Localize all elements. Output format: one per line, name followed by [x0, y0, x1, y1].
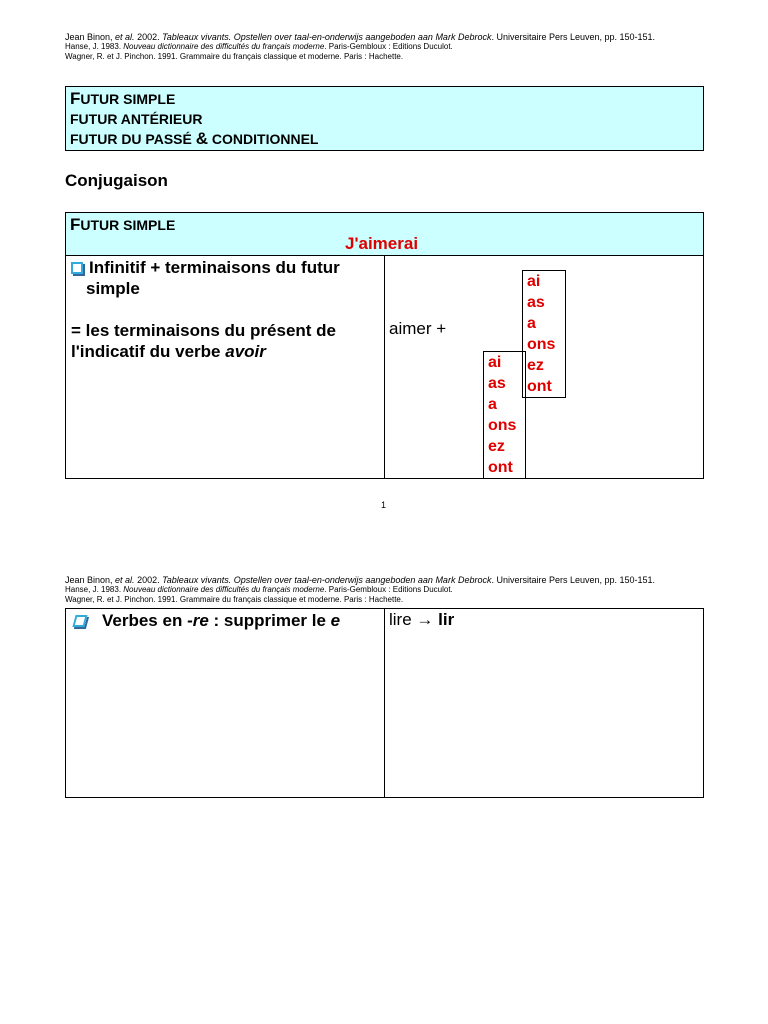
rule-mid: : supprimer le: [208, 611, 331, 630]
rule-suffix: -re: [187, 611, 209, 630]
example-b: lir: [433, 610, 455, 629]
page-number: 1: [381, 500, 387, 510]
ending-item: ai: [527, 273, 541, 290]
ref-rest: . Universitaire Pers Leuven, pp. 150-151.: [491, 32, 656, 42]
ending-item: as: [488, 375, 506, 392]
ref-title: Nouveau dictionnaire des difficultés du français moderne: [123, 585, 325, 594]
ref-year: 2002.: [134, 575, 163, 585]
section-heading: Conjugaison: [65, 171, 168, 190]
rule-2b: [71, 341, 266, 362]
example-a: lire: [389, 610, 417, 629]
rule-letter: e: [330, 611, 341, 630]
reference-2: [65, 585, 655, 595]
title-line-2: FUTUR ANTÉRIEUR: [70, 111, 203, 127]
header-cap: F: [70, 215, 81, 234]
title-cap: F: [70, 89, 81, 108]
ending-item: ont: [488, 459, 513, 476]
title-line-3a: FUTUR DU PASSÉ: [70, 131, 196, 147]
endings-column-a: [522, 270, 566, 398]
reference-3: [65, 595, 655, 605]
header-rest: UTUR SIMPLE: [80, 217, 176, 233]
table1-rule-cell: [65, 255, 385, 479]
rule-2: = les terminaisons du présent de: [71, 321, 337, 340]
ref-title: Nouveau dictionnaire des difficultés du français moderne: [123, 42, 325, 51]
ref-author: Jean Binon,: [65, 575, 116, 585]
ref-rest: . Paris-Gembloux : Editions Duculot.: [324, 42, 453, 51]
rule-1: [71, 257, 340, 278]
arrow-icon: →: [416, 610, 434, 629]
rule-re: [74, 610, 340, 631]
reference-2: [65, 42, 655, 52]
ending-item: as: [527, 294, 545, 311]
table1-header: [65, 212, 704, 256]
ref-rest: . Paris-Gembloux : Editions Duculot.: [324, 585, 453, 594]
ref-author: Hanse, J. 1983.: [65, 42, 124, 51]
ref-title: Tableaux vivants. Opstellen over taal-en-onderwijs aangeboden aan Mark Debrock: [162, 32, 492, 42]
rule-pre: Verbes en: [102, 611, 188, 630]
reference-1: [65, 575, 655, 585]
ref-rest: . Universitaire Pers Leuven, pp. 150-151.: [491, 575, 656, 585]
ref-etal: et al.: [115, 575, 135, 585]
ending-item: a: [527, 315, 536, 332]
title-rest: UTUR SIMPLE: [80, 91, 176, 107]
rule-1b: simple: [86, 279, 140, 298]
table2-example-cell: [384, 608, 704, 798]
ending-item: ai: [488, 354, 502, 371]
endings-column-b: [483, 351, 526, 479]
ref-year: 2002.: [134, 32, 163, 42]
ending-item: ez: [488, 438, 505, 455]
references: [65, 32, 655, 62]
table2-rule-cell: [65, 608, 385, 798]
ref-author: Wagner, R. et J. Pinchon. 1991. Grammaire du français classique et moderne. Paris : Hachette.: [65, 595, 404, 604]
title-line-1: [70, 89, 175, 109]
ending-item: ons: [527, 336, 556, 353]
ref-title: Tableaux vivants. Opstellen over taal-en-onderwijs aangeboden aan Mark Debrock: [162, 575, 492, 585]
title-ampersand: &: [195, 129, 209, 148]
title-line-3: [70, 129, 318, 149]
ending-item: ons: [488, 417, 517, 434]
ref-author: Hanse, J. 1983.: [65, 585, 124, 594]
checkbox-bullet-icon: [72, 615, 87, 627]
example-lire: [389, 610, 454, 630]
rule-2b-text: l'indicatif du verbe: [71, 342, 226, 361]
ending-item: a: [488, 396, 497, 413]
rule-1-text: Infinitif + terminaisons du futur: [89, 258, 340, 277]
ending-item: ez: [527, 357, 544, 374]
title-line-3b: CONDITIONNEL: [208, 131, 319, 147]
example-verb: J'aimerai: [345, 234, 419, 253]
title-box: [65, 86, 704, 151]
rule-2-verb: avoir: [225, 342, 266, 361]
reference-3: [65, 52, 655, 62]
references-page-2: [65, 575, 655, 605]
ref-etal: et al.: [115, 32, 135, 42]
reference-1: [65, 32, 655, 42]
stem-text: aimer +: [389, 319, 447, 338]
ref-author: Jean Binon,: [65, 32, 116, 42]
checkbox-bullet-icon: [71, 262, 83, 274]
ending-item: ont: [527, 378, 552, 395]
ref-author: Wagner, R. et J. Pinchon. 1991. Grammaire du français classique et moderne. Paris : Hachette.: [65, 52, 404, 61]
table1-header-title: [70, 215, 175, 235]
